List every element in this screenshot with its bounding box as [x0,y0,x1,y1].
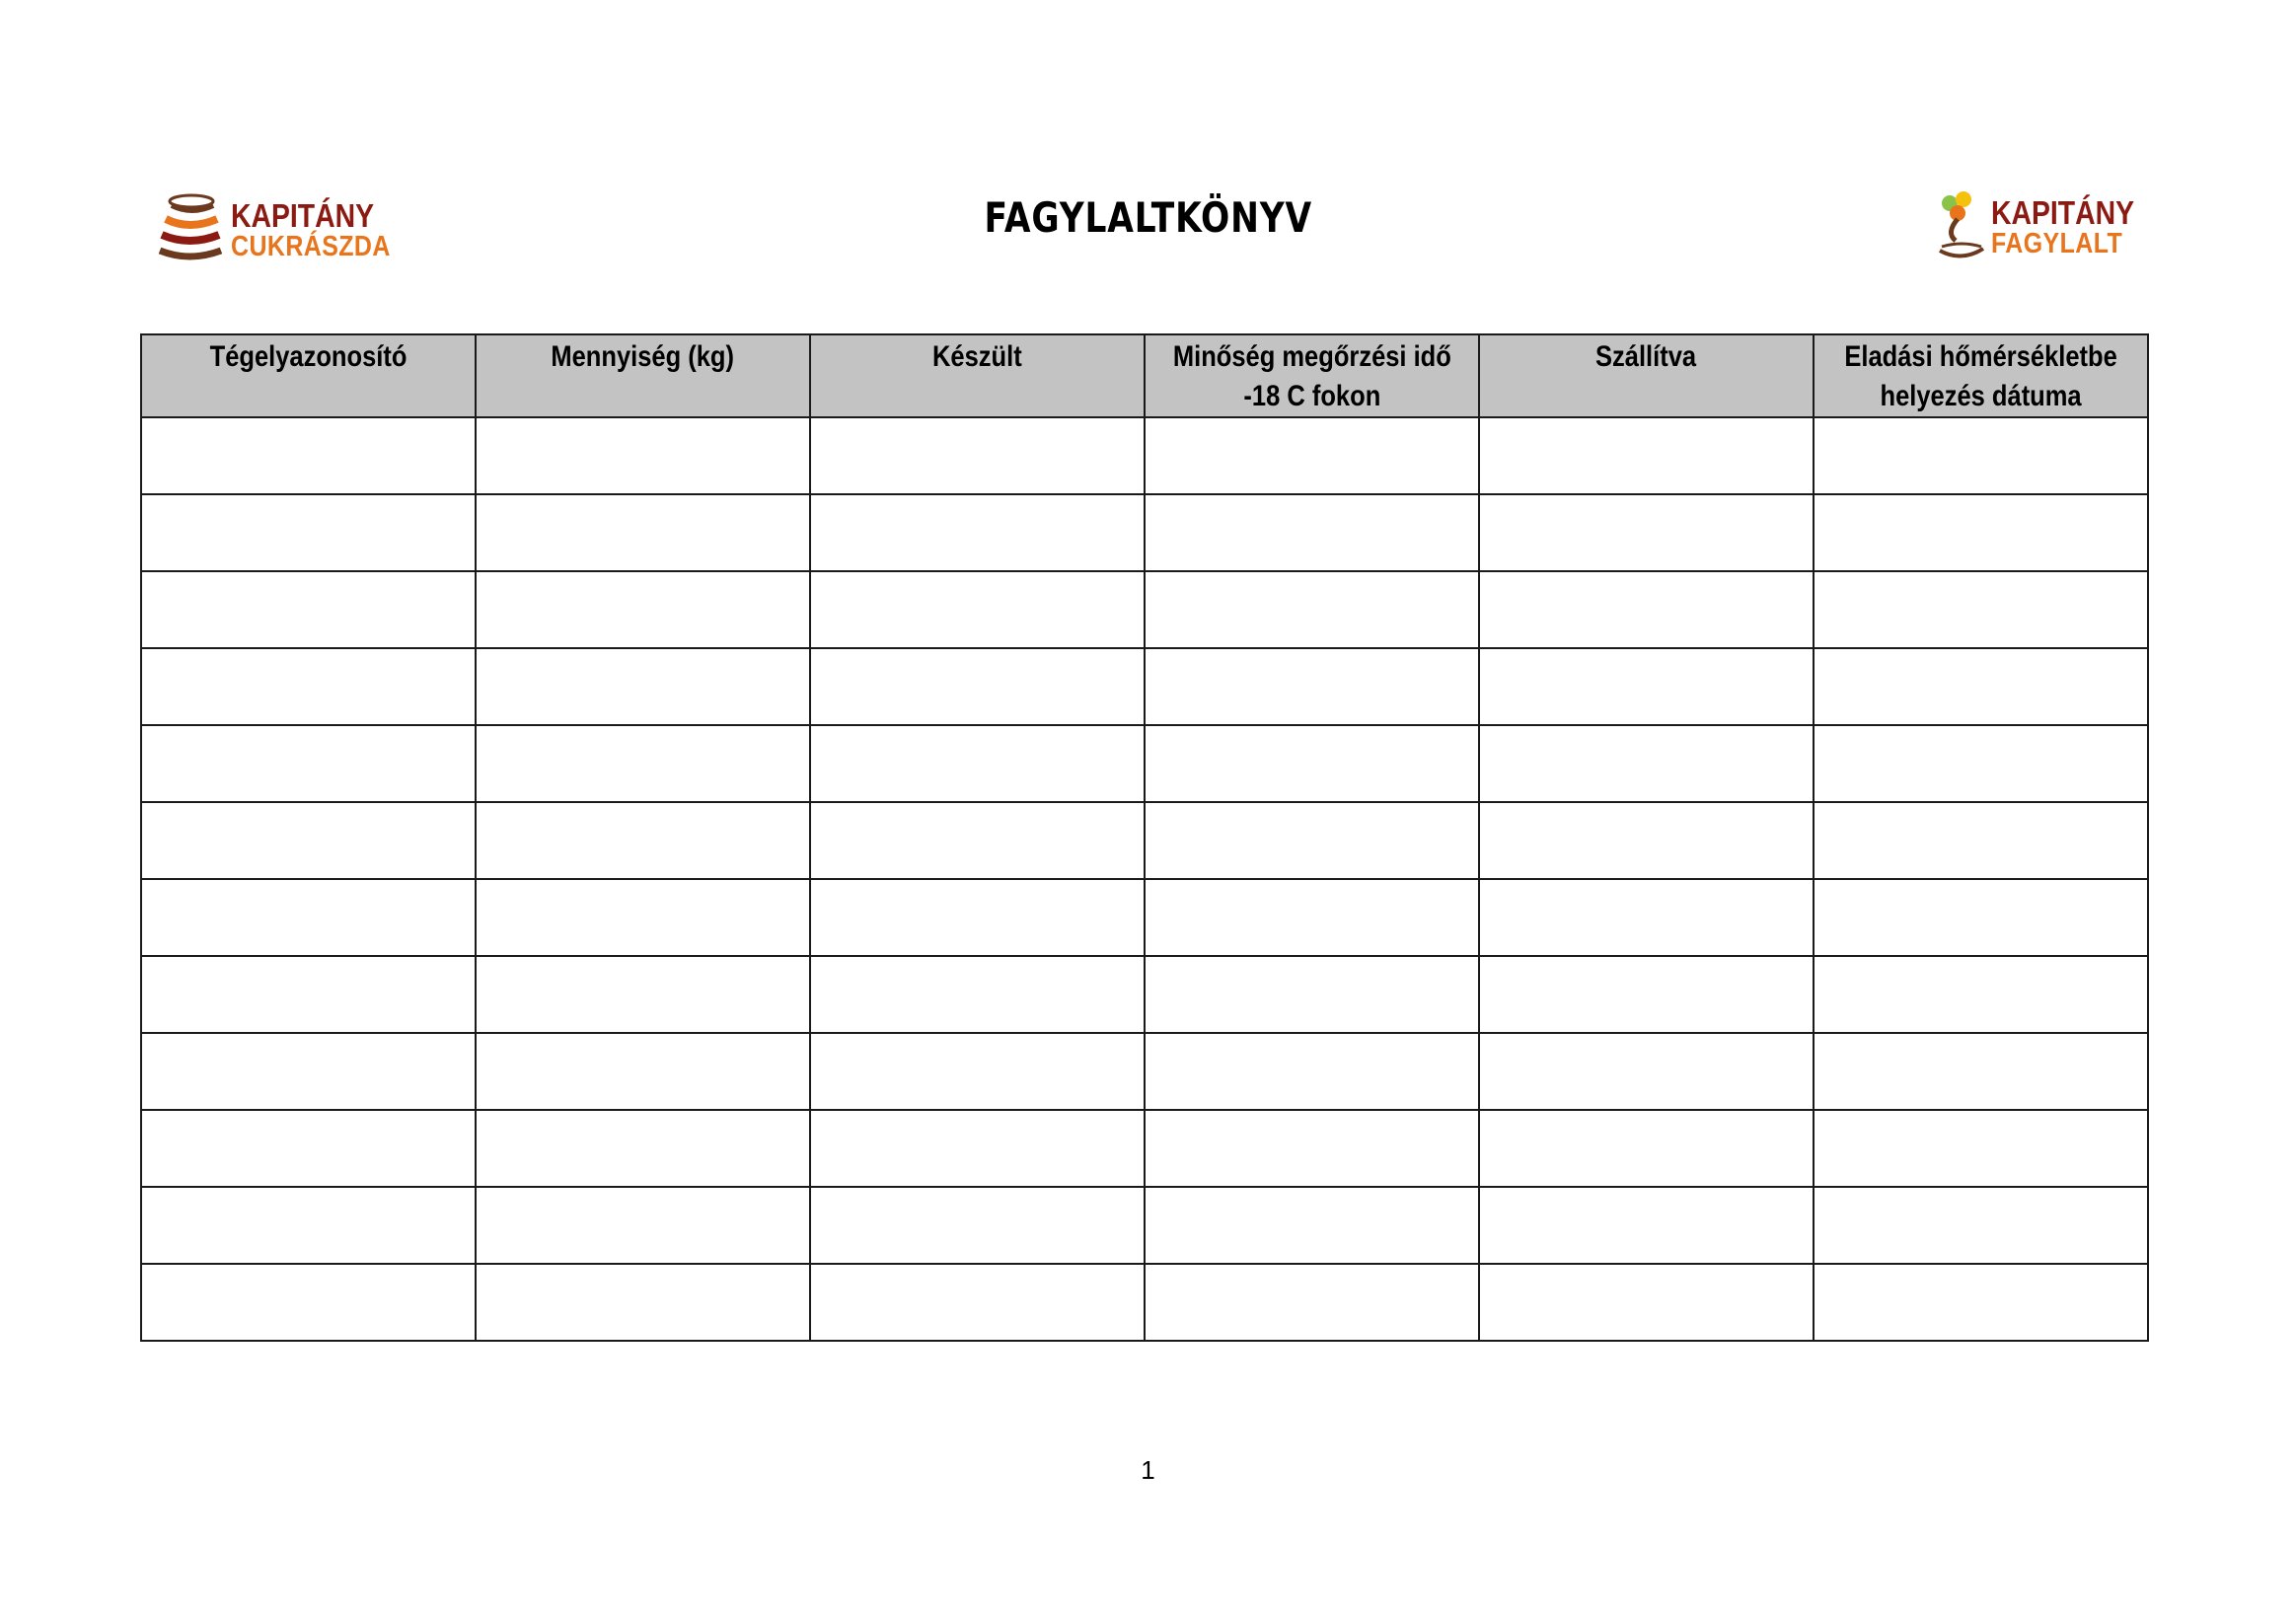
table-cell[interactable] [810,879,1145,956]
table-cell[interactable] [476,1110,810,1187]
table-cell[interactable] [476,1264,810,1341]
table-cell[interactable] [1145,879,1479,956]
header-label: Tégelyazonosító [209,340,407,373]
table-cell[interactable] [141,571,476,648]
table-cell[interactable] [1814,417,2148,494]
table-cell[interactable] [1479,417,1814,494]
table-cell[interactable] [141,1033,476,1110]
table-cell[interactable] [1479,494,1814,571]
table-row [141,648,2148,725]
table-row [141,879,2148,956]
table-cell[interactable] [1145,725,1479,802]
table-cell[interactable] [141,802,476,879]
table-row [141,571,2148,648]
table-cell[interactable] [1145,648,1479,725]
table-cell[interactable] [1479,648,1814,725]
table-row [141,802,2148,879]
table-body [141,417,2148,1341]
table-cell[interactable] [1814,956,2148,1033]
logo-right-line1: KAPITÁNY [1991,193,2135,231]
table-cell[interactable] [476,1033,810,1110]
header-label: Készült [932,340,1022,373]
ice-cream-scoop-icon [1936,189,1987,265]
table-row [141,1264,2148,1341]
table-cell[interactable] [476,648,810,725]
kapitany-fagylalt-logo [1936,189,2158,265]
page-number: 1 [1141,1455,1155,1485]
table-cell[interactable] [1479,725,1814,802]
table-cell[interactable] [1814,1187,2148,1264]
table-cell[interactable] [141,956,476,1033]
table-cell[interactable] [1479,1033,1814,1110]
table-cell[interactable] [1145,1033,1479,1110]
table-cell[interactable] [810,802,1145,879]
table-cell[interactable] [476,571,810,648]
table-cell[interactable] [1145,494,1479,571]
table-cell[interactable] [1145,1264,1479,1341]
header-label: Eladási hőmérsékletbe helyezés dátuma [1844,340,2117,412]
table-cell[interactable] [1479,571,1814,648]
header-label: Minőség megőrzési idő -18 C fokon [1172,340,1451,412]
logo-left-line2: CUKRÁSZDA [231,230,391,262]
table-cell[interactable] [810,417,1145,494]
table-cell[interactable] [476,802,810,879]
table-cell[interactable] [1814,571,2148,648]
table-cell[interactable] [810,571,1145,648]
table-cell[interactable] [810,648,1145,725]
table-cell[interactable] [1814,879,2148,956]
table-cell[interactable] [810,1264,1145,1341]
table-row [141,956,2148,1033]
page-title-text: FAGYLALTKÖNYV [984,193,1312,242]
table-cell[interactable] [476,417,810,494]
table-cell[interactable] [810,494,1145,571]
table-cell[interactable] [1814,648,2148,725]
table-cell[interactable] [141,1264,476,1341]
table-cell[interactable] [476,879,810,956]
table-row [141,1110,2148,1187]
table-cell[interactable] [1145,1110,1479,1187]
header-quantity [476,334,810,417]
table-cell[interactable] [1814,802,2148,879]
table-cell[interactable] [476,494,810,571]
table-cell[interactable] [141,1187,476,1264]
table-cell[interactable] [1479,1264,1814,1341]
table-cell[interactable] [1145,417,1479,494]
table-cell[interactable] [1479,956,1814,1033]
table-cell[interactable] [1145,956,1479,1033]
table-cell[interactable] [476,725,810,802]
table-cell[interactable] [141,879,476,956]
header-label: Szállítva [1595,340,1697,373]
table-header-row [141,334,2148,417]
header-sale-temp-date [1814,334,2148,417]
logo-left-line1: KAPITÁNY [231,196,375,234]
table-cell[interactable] [1814,1033,2148,1110]
table-cell[interactable] [1145,1187,1479,1264]
header-shipped [1479,334,1814,417]
table-cell[interactable] [810,956,1145,1033]
logo-right-line2: FAGYLALT [1991,227,2123,259]
table-cell[interactable] [1814,725,2148,802]
table-cell[interactable] [476,956,810,1033]
table-cell[interactable] [1479,1110,1814,1187]
table-cell[interactable] [810,1033,1145,1110]
table-cell[interactable] [810,725,1145,802]
table-cell[interactable] [1814,1110,2148,1187]
table-cell[interactable] [810,1110,1145,1187]
table-row [141,417,2148,494]
header-label: Mennyiség (kg) [551,340,735,373]
table-cell[interactable] [1479,802,1814,879]
table-cell[interactable] [810,1187,1145,1264]
header-made [810,334,1145,417]
table-cell[interactable] [1145,571,1479,648]
table-cell[interactable] [1479,1187,1814,1264]
header-best-before [1145,334,1479,417]
table-cell[interactable] [476,1187,810,1264]
table-row [141,494,2148,571]
table-row [141,725,2148,802]
table-cell[interactable] [141,725,476,802]
header-jar-id [141,334,476,417]
table-cell[interactable] [1145,802,1479,879]
table-cell[interactable] [141,494,476,571]
ice-cream-log-table [140,333,2149,1342]
table-cell[interactable] [1814,494,2148,571]
table-cell[interactable] [141,1110,476,1187]
table-row [141,1187,2148,1264]
table-row [141,1033,2148,1110]
table-cell[interactable] [141,417,476,494]
table-cell[interactable] [1814,1264,2148,1341]
table-cell[interactable] [1479,879,1814,956]
table-cell[interactable] [141,648,476,725]
